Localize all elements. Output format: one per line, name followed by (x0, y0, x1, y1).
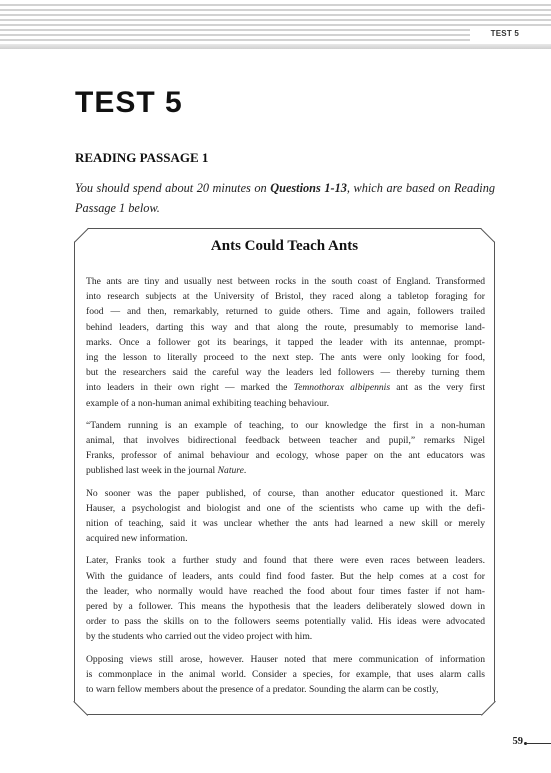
passage-line: pered by a follower. This means the hypothesis that the leaders deliberately slowed down in (86, 601, 485, 613)
passage-title: Ants Could Teach Ants (210, 238, 359, 254)
header-stripe (0, 29, 470, 31)
header-stripe (0, 19, 551, 21)
header-stripe (0, 4, 551, 6)
header-stripe (0, 24, 551, 26)
page-header (0, 0, 551, 48)
passage-line: behind leaders, darting this way and that along the route, presumably to memorise land- (86, 321, 485, 333)
passage-line: acquired new information. (86, 533, 188, 545)
passage-line: into leaders in their own right — marked the Temnothorax albipennis ant as the very first (86, 382, 485, 394)
passage-body (86, 274, 485, 704)
header-stripe (0, 14, 551, 16)
passage-line: nition of teaching, said it was unclear whether the ants had learned a new skill or merely (86, 518, 485, 530)
passage-line: Opposing views still arose, however. Hauser noted that mere communication of information (86, 653, 485, 665)
italic-term: Temnothorax albipennis (293, 382, 391, 394)
passage-paragraph (86, 274, 485, 411)
page-number-rule (526, 743, 551, 744)
passage-line: is commonplace in the animal world. Consider a species, for example, that uses alarm calls (86, 668, 485, 680)
header-stripe (0, 9, 551, 11)
passage-line: the leader, who normally would have reached the food about four times faster if not ham- (86, 585, 485, 597)
instructions-text: You should spend about 20 minutes on (75, 181, 271, 195)
passage-line: order to pass the skills on to the followers seems potentially valid. His ideas were advocated (86, 616, 485, 628)
passage-paragraph (86, 486, 485, 547)
header-stripe (0, 34, 470, 36)
instructions-text: , which are based on Reading Passage 1 below. (75, 181, 495, 215)
test-title: TEST 5 (75, 86, 183, 119)
passage-line: The ants are tiny and usually nest between rocks in the south coast of England. Transformed (86, 276, 485, 287)
passage-paragraph (86, 418, 485, 479)
italic-term: Nature (217, 465, 244, 477)
passage-line: marks. Once a follower got its bearings, it tapped the leader with its antennae, prompt- (86, 336, 485, 348)
instructions-questions: Questions 1-13 (270, 181, 347, 195)
instructions (75, 178, 495, 218)
passage-line: Later, Franks took a further study and found that there were even races between leaders. (86, 555, 485, 567)
passage-line: ing the lesson to literally proceed to the next step. The ants were only looking for food, (86, 352, 485, 364)
passage-paragraph (86, 553, 485, 644)
passage-line: by the students who carried out the video project with him. (86, 631, 313, 643)
passage-line: Hauser, a psychologist and biologist and one of the scientists who came up with the defi- (86, 502, 485, 514)
passage-line: No sooner was the paper published, of course, than another educator questioned it. Marc (86, 487, 485, 499)
passage-line: example of a non-human animal exhibiting teaching behaviour. (86, 397, 329, 409)
header-rule (0, 44, 551, 49)
passage-line: food — and then, remarkably, returned to guide others. Time and again, followers trailed (86, 306, 485, 318)
header-stripe (0, 39, 470, 41)
passage-line: published last week in the journal Nature. (86, 465, 247, 477)
passage-line: “Tandem running is an example of teaching, to our knowledge the first in a non-human (86, 419, 485, 431)
passage-line: animal, that involves bidirectional feedback between teacher and pupil,” remarks Nigel (86, 435, 485, 447)
passage-paragraph (86, 652, 485, 698)
page-number: 59 (512, 736, 523, 747)
passage-line: Franks, professor of animal behaviour and ecology, whose paper on the ant educators was (86, 450, 485, 462)
section-title: READING PASSAGE 1 (75, 150, 209, 165)
passage-line: to warn fellow members about the presence of a predator. Sounding the alarm can be costly, (86, 684, 439, 696)
passage-line: into research subjects at the University of Bristol, they raced along a tabletop foraging for (86, 291, 485, 303)
passage-line: but the researchers said the careful way the leaders led followers — thereby turning them (86, 367, 485, 379)
header-test-label: TEST 5 (490, 29, 519, 38)
passage-line: With the guidance of leaders, ants could find food faster. But the help comes at a cost for (86, 570, 485, 582)
